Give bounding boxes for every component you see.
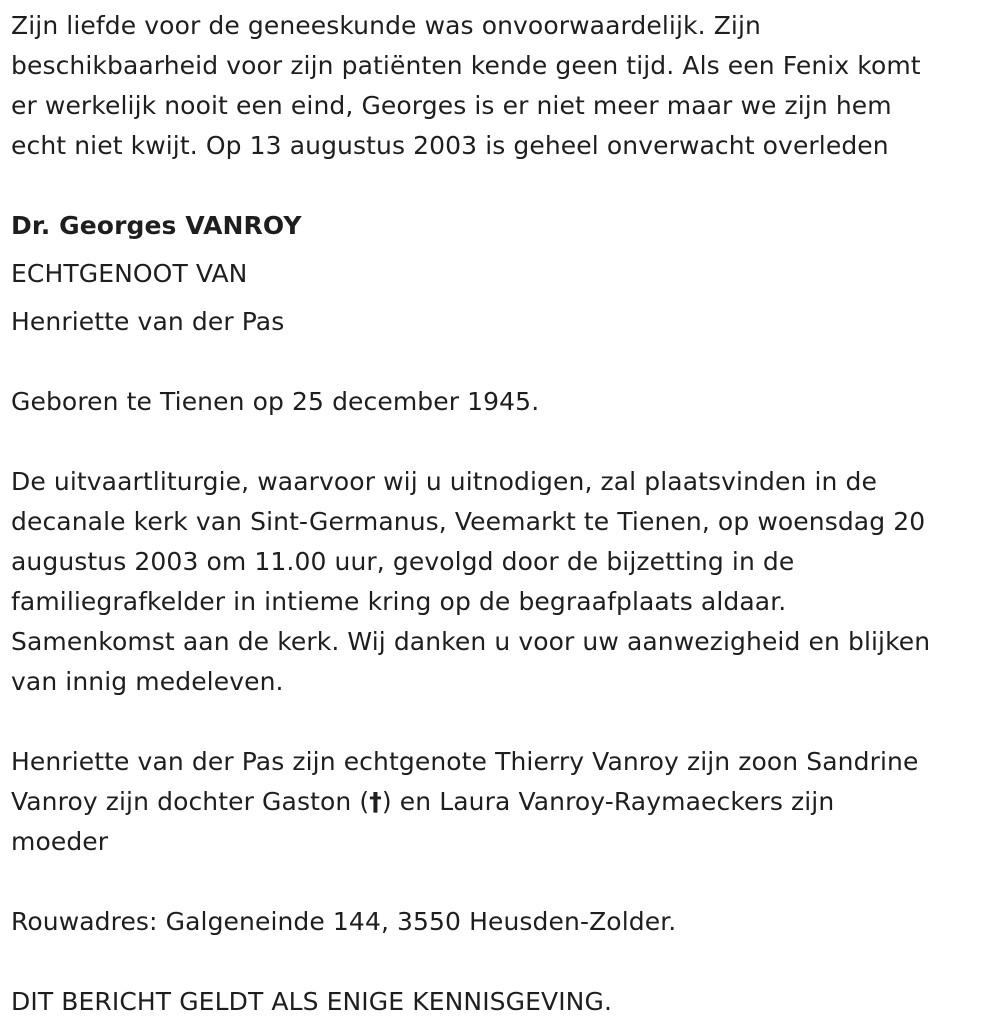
relation-label: ECHTGENOOT VAN xyxy=(11,259,248,288)
family-line: moeder xyxy=(11,827,109,856)
family-line xyxy=(11,782,834,822)
funeral-line: familiegrafkelder in intieme kring op de begraafplaats aldaar. xyxy=(11,587,787,616)
intro-line: echt niet kwijt. Op 13 augustus 2003 is geheel onverwacht overleden xyxy=(11,131,889,160)
intro-line: er werkelijk nooit een eind, Georges is er niet meer maar we zijn hem xyxy=(11,91,892,120)
cross-icon: † xyxy=(369,787,382,816)
funeral-line: De uitvaartliturgie, waarvoor wij u uitnodigen, zal plaatsvinden in de xyxy=(11,467,877,496)
intro-line: Zijn liefde voor de geneeskunde was onvoorwaardelijk. Zijn xyxy=(11,11,761,40)
funeral-line: Samenkomst aan de kerk. Wij danken u voor uw aanwezigheid en blijken xyxy=(11,627,931,656)
spouse-name: Henriette van der Pas xyxy=(11,307,285,336)
funeral-line: van innig medeleven. xyxy=(11,667,284,696)
notice-statement: DIT BERICHT GELDT ALS ENIGE KENNISGEVING. xyxy=(11,987,612,1016)
funeral-line: augustus 2003 om 11.00 uur, gevolgd door de bijzetting in de xyxy=(11,547,795,576)
birth-statement: Geboren te Tienen op 25 december 1945. xyxy=(11,387,540,416)
deceased-name: Dr. Georges VANROY xyxy=(11,211,302,240)
funeral-address: Rouwadres: Galgeneinde 144, 3550 Heusden-Zolder. xyxy=(11,907,677,936)
funeral-line: decanale kerk van Sint-Germanus, Veemarkt te Tienen, op woensdag 20 xyxy=(11,507,926,536)
intro-line: beschikbaarheid voor zijn patiënten kende geen tijd. Als een Fenix komt xyxy=(11,51,921,80)
family-text: ) en Laura Vanroy-Raymaeckers zijn xyxy=(381,787,835,816)
family-text: Vanroy zijn dochter Gaston ( xyxy=(11,787,370,816)
family-line: Henriette van der Pas zijn echtgenote Thierry Vanroy zijn zoon Sandrine xyxy=(11,747,919,776)
